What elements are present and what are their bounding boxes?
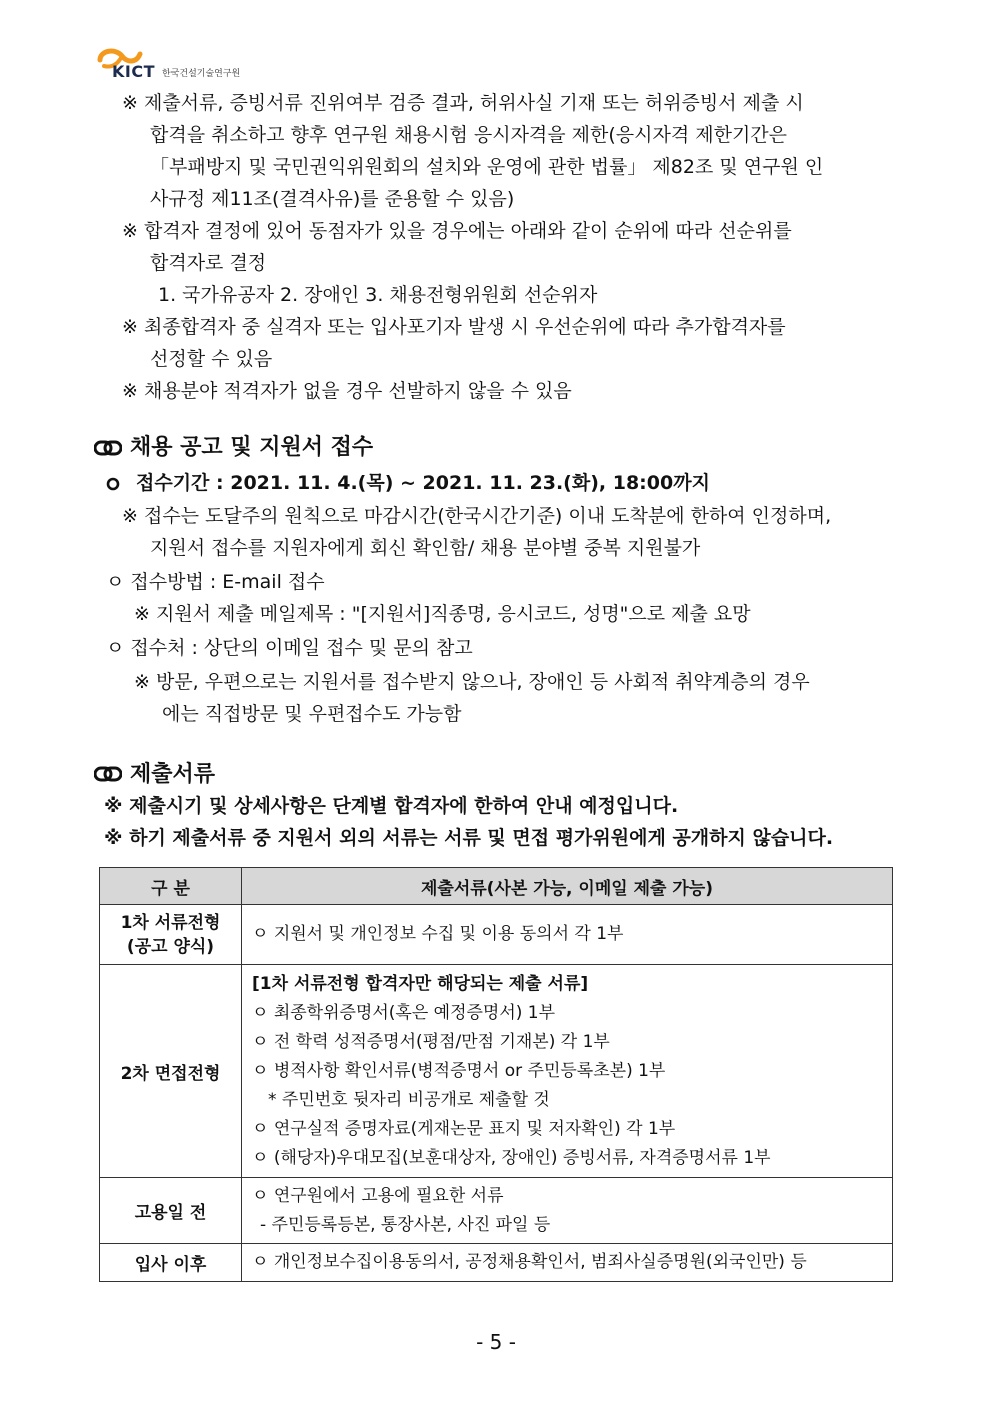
table-row: [100, 905, 893, 965]
note-1-line-1: ※ 제출서류, 증빙서류 진위여부 검증 결과, 허위사실 기재 또는 허위증빙서 제출 시: [122, 92, 804, 114]
row-documents: [242, 1178, 893, 1244]
row-documents: [242, 965, 893, 1178]
note-2-line-3: 1. 국가유공자 2. 장애인 3. 채용전형위원회 선순위자: [158, 284, 598, 306]
note-3-line-2: 선정할 수 있음: [150, 348, 273, 370]
period-note-line-1: ※ 접수는 도달주의 원칙으로 마감시간(한국시간기준) 이내 도착분에 한하여 인정하며,: [122, 505, 832, 527]
note-1-line-3: 「부패방지 및 국민권익위원회의 설치와 운영에 관한 법률」 제82조 및 연구원 인: [150, 156, 824, 178]
kict-logo: [96, 44, 296, 80]
document-item: ㅇ 전 학력 성적증명서(평점/만점 기재본) 각 1부: [252, 1031, 610, 1052]
document-item: ㅇ 지원서 및 개인정보 수집 및 이용 동의서 각 1부: [252, 924, 624, 944]
note-1-line-4: 사규정 제11조(결격사유)를 준용할 수 있음): [150, 188, 515, 210]
table-row: [100, 965, 893, 1178]
document-item: ㅇ 연구원에서 고용에 필요한 서류: [252, 1185, 504, 1206]
section-title-recruitment: 채용 공고 및 지원서 접수: [130, 435, 374, 460]
document-item-detail: - 주민등록등본, 통장사본, 사진 파일 등: [260, 1214, 551, 1235]
header-category: 구 분: [100, 868, 242, 905]
document-item: ㅇ (해당자)우대모집(보훈대상자, 장애인) 증빙서류, 자격증명서류 1부: [252, 1147, 771, 1168]
bullet-circle-icon: [106, 477, 120, 491]
place-note-line-2: 에는 직접방문 및 우편접수도 가능함: [162, 703, 462, 725]
documents-table: [99, 867, 893, 1282]
row-category: 입사 이후: [100, 1244, 242, 1282]
note-2-line-2: 합격자로 결정: [150, 252, 267, 274]
application-period: 접수기간 : 2021. 11. 4.(목) ~ 2021. 11. 23.(화), 18:00까지: [136, 472, 710, 494]
note-2-line-1: ※ 합격자 결정에 있어 동점자가 있을 경우에는 아래와 같이 순위에 따라 선순위를: [122, 220, 792, 242]
documents-note-2: ※ 하기 제출서류 중 지원서 외의 서류는 서류 및 면접 평가위원에게 공개하지 않습니다.: [104, 827, 834, 849]
row-category: [100, 905, 242, 965]
application-place: ㅇ 접수처 : 상단의 이메일 접수 및 문의 참고: [106, 637, 473, 659]
table-header-row: [100, 868, 893, 905]
note-1-line-2: 합격을 취소하고 향후 연구원 채용시험 응시자격을 제한(응시자격 제한기간은: [150, 124, 788, 146]
document-item: ㅇ 연구실적 증명자료(게재논문 표지 및 저자확인) 각 1부: [252, 1118, 676, 1139]
link-icon: [94, 440, 122, 456]
documents-note-1: ※ 제출시기 및 상세사항은 단계별 합격자에 한하여 안내 예정입니다.: [104, 795, 679, 817]
section-title-documents: 제출서류: [130, 762, 216, 787]
place-note-line-1: ※ 방문, 우편으로는 지원서를 접수받지 않으나, 장애인 등 사회적 취약계층의 경우: [134, 671, 810, 693]
page-number: - 5 -: [476, 1330, 516, 1354]
table-row: [100, 1244, 893, 1282]
logo-subtitle: 한국건설기술연구원: [162, 69, 241, 79]
document-item: ㅇ 병적사항 확인서류(병적증명서 or 주민등록초본) 1부: [252, 1060, 666, 1081]
category-line: 1차 서류전형: [120, 912, 221, 933]
document-item-heading: [1차 서류전형 합격자만 해당되는 제출 서류]: [252, 973, 589, 994]
row-documents: [242, 1244, 893, 1282]
table-row: [100, 1178, 893, 1244]
row-documents: [242, 905, 893, 965]
header-documents: 제출서류(사본 가능, 이메일 제출 가능): [242, 868, 893, 905]
method-note: ※ 지원서 제출 메일제목 : "[지원서]직종명, 응시코드, 성명"으로 제출 요망: [134, 603, 751, 625]
row-category: 고용일 전: [100, 1178, 242, 1244]
row-category: 2차 면접전형: [100, 965, 242, 1178]
application-method: ㅇ 접수방법 : E-mail 접수: [106, 571, 325, 593]
document-item: ㅇ 개인정보수집이용동의서, 공정채용확인서, 범죄사실증명원(외국인만) 등: [252, 1252, 807, 1272]
document-item-note: * 주민번호 뒷자리 비공개로 제출할 것: [268, 1089, 550, 1110]
note-3-line-1: ※ 최종합격자 중 실격자 또는 입사포기자 발생 시 우선순위에 따라 추가합격자를: [122, 316, 786, 338]
category-line: (공고 양식): [126, 936, 215, 957]
logo-text: KICT: [112, 62, 156, 81]
period-note-line-2: 지원서 접수를 지원자에게 회신 확인함/ 채용 분야별 중복 지원불가: [150, 537, 701, 559]
note-4-line-1: ※ 채용분야 적격자가 없을 경우 선발하지 않을 수 있음: [122, 380, 572, 402]
link-icon: [94, 766, 122, 782]
document-item: ㅇ 최종학위증명서(혹은 예정증명서) 1부: [252, 1002, 556, 1023]
